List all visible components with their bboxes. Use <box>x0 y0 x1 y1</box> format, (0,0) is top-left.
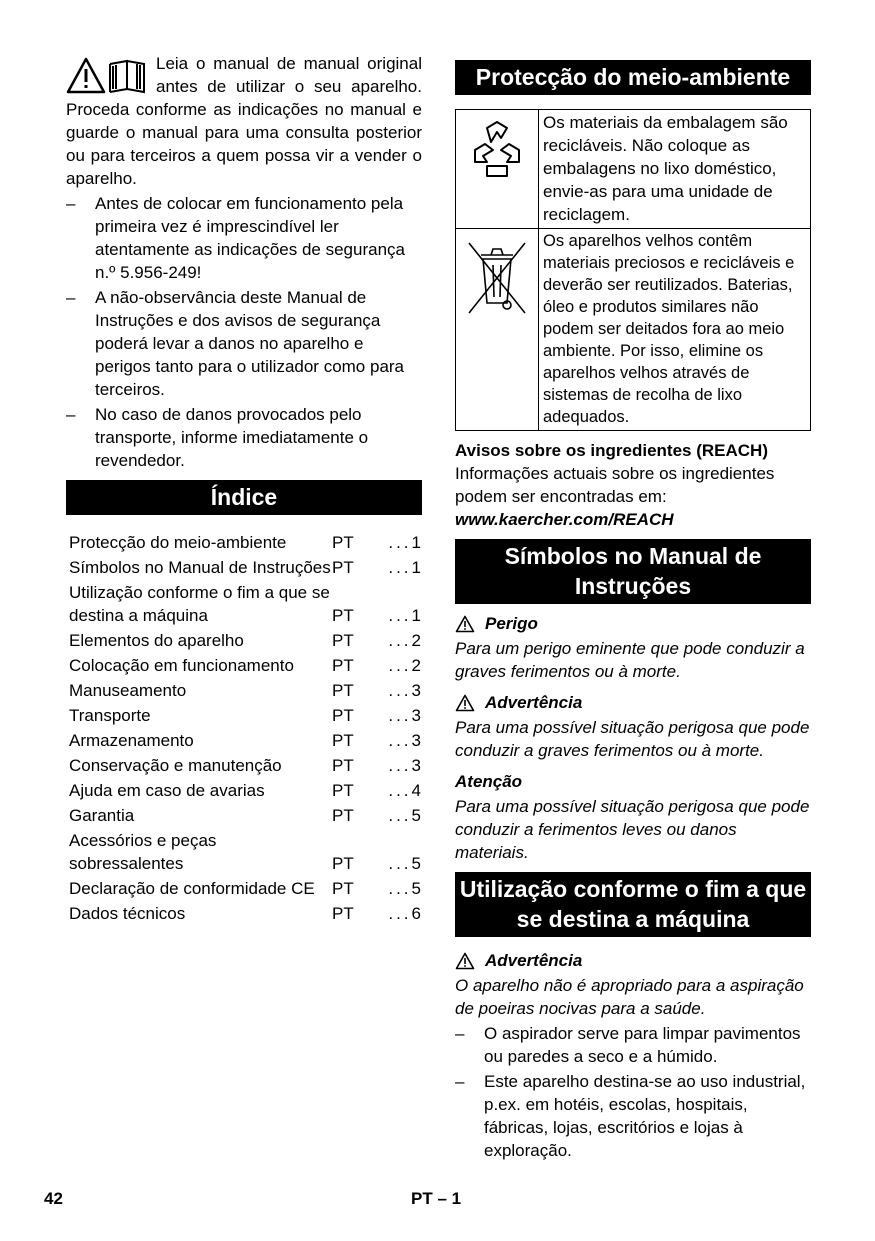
reach-heading: Avisos sobre os ingredientes (REACH) <box>455 441 768 460</box>
toc-lang: PT <box>332 656 354 675</box>
warning-label: Advertência <box>485 693 583 712</box>
symbols-heading: Símbolos no Manual de Instruções <box>455 539 811 604</box>
page-number: 42 <box>44 1189 63 1208</box>
toc-page: ...6 <box>388 904 422 923</box>
table-of-contents <box>66 531 422 925</box>
toc-row[interactable] <box>69 581 422 627</box>
toc-row[interactable] <box>69 556 422 579</box>
section-page-label <box>411 1187 461 1210</box>
toc-title: Símbolos no Manual de Instruções <box>69 558 331 577</box>
right-column <box>455 60 811 1162</box>
toc-lang: PT <box>332 558 354 577</box>
footer-section-page: 1 <box>451 1189 462 1208</box>
toc-title: Manuseamento <box>69 681 187 700</box>
index-heading: Índice <box>66 480 422 515</box>
toc-lang: PT <box>332 533 354 552</box>
toc-title: Acessórios e peças sobressalentes <box>69 831 217 873</box>
dash-marker: – <box>66 405 76 424</box>
toc-page: ...1 <box>388 558 422 577</box>
weee-cell <box>456 229 539 431</box>
intro-block <box>66 52 422 190</box>
environment-table <box>455 109 811 431</box>
environment-heading: Protecção do meio-ambiente <box>455 60 811 95</box>
caution-label: Atenção <box>455 772 523 791</box>
left-column <box>66 52 422 927</box>
toc-lang: PT <box>332 904 354 923</box>
toc-page: ...5 <box>388 879 422 898</box>
toc-title: Ajuda em caso de avarias <box>69 781 265 800</box>
toc-row[interactable] <box>69 877 422 900</box>
toc-page: ...5 <box>388 806 422 825</box>
toc-row[interactable] <box>69 804 422 827</box>
toc-title: Transporte <box>69 706 151 725</box>
toc-page: ...1 <box>388 606 422 625</box>
recycle-icon <box>463 171 531 190</box>
toc-page: ...4 <box>388 781 422 800</box>
toc-row[interactable] <box>69 679 422 702</box>
list-item <box>455 1070 811 1162</box>
danger-label: Perigo <box>485 614 538 633</box>
toc-page: ...2 <box>388 631 422 650</box>
toc-lang: PT <box>332 706 354 725</box>
toc-lang: PT <box>332 631 354 650</box>
toc-row[interactable] <box>69 754 422 777</box>
recycle-cell <box>456 110 539 229</box>
toc-title: Declaração de conformidade CE <box>69 879 315 898</box>
table-row <box>456 229 811 431</box>
toc-title: Conservação e manutenção <box>69 756 282 775</box>
dash-marker: – <box>455 1024 465 1043</box>
toc-page: ...3 <box>388 681 422 700</box>
list-item-text: Antes de colocar em funcionamento pela primeira vez é imprescindível ler atentamente as indicações de segurança n.º 5.956-249! <box>95 194 405 282</box>
crossed-bin-icon <box>465 304 529 323</box>
toc-page: ...2 <box>388 656 422 675</box>
toc-lang: PT <box>332 756 354 775</box>
toc-title: Utilização conforme o fim a que se destina a máquina <box>69 583 330 625</box>
toc-page: ...3 <box>388 731 422 750</box>
usage-list <box>455 1022 811 1162</box>
list-item <box>66 192 422 284</box>
dash-marker: – <box>66 194 76 213</box>
list-item-text: O aspirador serve para limpar pavimentos ou paredes a seco e a húmido. <box>484 1024 801 1066</box>
toc-title: Armazenamento <box>69 731 194 750</box>
footer-lang: PT <box>411 1189 433 1208</box>
reach-link[interactable]: www.kaercher.com/REACH <box>455 510 674 529</box>
usage-heading: Utilização conforme o fim a que se destina a máquina <box>455 872 811 937</box>
old-devices-text: Os aparelhos velhos contêm materiais preciosos e recicláveis e deverão ser reutilizados. Baterias, óleo e produtos similares não podem ser deitados fora ao meio ambiente. Por isso, elimine os aparelhos velhos através de sistemas de recolha de lixo adequados. <box>539 229 811 431</box>
toc-row[interactable] <box>69 654 422 677</box>
usage-warning-label: Advertência <box>485 951 583 970</box>
list-item-text: No caso de danos provocados pelo transporte, informe imediatamente o revendedor. <box>95 405 369 470</box>
usage-warning-heading <box>455 949 811 972</box>
usage-warning-text: O aparelho não é apropriado para a aspiração de poeiras nocivas para a saúde. <box>455 976 804 1018</box>
toc-row[interactable] <box>69 902 422 925</box>
list-item-text: A não-observância deste Manual de Instruções e dos avisos de segurança poderá levar a danos no aparelho e perigos tanto para o utilizador como para terceiros. <box>95 288 405 399</box>
list-item <box>455 1022 811 1068</box>
toc-title: Garantia <box>69 806 135 825</box>
caution-heading <box>455 770 811 793</box>
reach-text: Informações actuais sobre os ingredientes podem ser encontradas em: <box>455 464 775 506</box>
toc-row[interactable] <box>69 629 422 652</box>
toc-page: ...3 <box>388 756 422 775</box>
toc-lang: PT <box>332 806 354 825</box>
dash-marker: – <box>66 288 76 307</box>
toc-page: ...3 <box>388 706 422 725</box>
warning-heading <box>455 691 811 714</box>
toc-row[interactable] <box>69 779 422 802</box>
intro-list <box>66 192 422 472</box>
intro-text: Leia o manual de manual original antes de utilizar o seu aparelho. Proceda conforme as indicações no manual e guarde o manual para uma consulta posterior ou para terceiros a quem possa vir a vender o aparelho. <box>66 54 422 188</box>
toc-page: ...1 <box>388 533 422 552</box>
danger-text: Para um perigo eminente que pode conduzir a graves ferimentos ou à morte. <box>455 639 805 681</box>
toc-lang: PT <box>332 681 354 700</box>
toc-lang: PT <box>332 606 354 625</box>
toc-title: Protecção do meio-ambiente <box>69 533 287 552</box>
toc-row[interactable] <box>69 729 422 752</box>
warning-triangle-icon <box>455 615 475 633</box>
packaging-text: Os materiais da embalagem são recicláveis. Não coloque as embalagens no lixo doméstico, envie-as para uma unidade de reciclagem. <box>539 110 811 229</box>
warning-text: Para uma possível situação perigosa que pode conduzir a graves ferimentos ou à morte. <box>455 718 810 760</box>
toc-title: Colocação em funcionamento <box>69 656 294 675</box>
toc-row[interactable] <box>69 531 422 554</box>
toc-page: ...5 <box>388 854 422 873</box>
warning-triangle-icon <box>455 952 475 970</box>
toc-lang: PT <box>332 879 354 898</box>
list-item <box>66 286 422 401</box>
warning-triangle-icon <box>455 694 475 712</box>
toc-title: Dados técnicos <box>69 904 186 923</box>
read-manual-icon <box>66 56 150 96</box>
table-row <box>456 110 811 229</box>
list-item-text: Este aparelho destina-se ao uso industrial, p.ex. em hotéis, escolas, hospitais, fábricas, lojas, escritórios e lojas à exploração. <box>484 1072 806 1160</box>
toc-lang: PT <box>332 781 354 800</box>
list-item <box>66 403 422 472</box>
footer-separator: – <box>437 1189 447 1208</box>
toc-row[interactable] <box>69 704 422 727</box>
toc-row[interactable] <box>69 829 422 875</box>
danger-heading <box>455 612 811 635</box>
dash-marker: – <box>455 1072 465 1091</box>
caution-text: Para uma possível situação perigosa que pode conduzir a ferimentos leves ou danos materiais. <box>455 797 810 862</box>
toc-lang: PT <box>332 731 354 750</box>
toc-lang: PT <box>332 854 354 873</box>
toc-title: Elementos do aparelho <box>69 631 244 650</box>
